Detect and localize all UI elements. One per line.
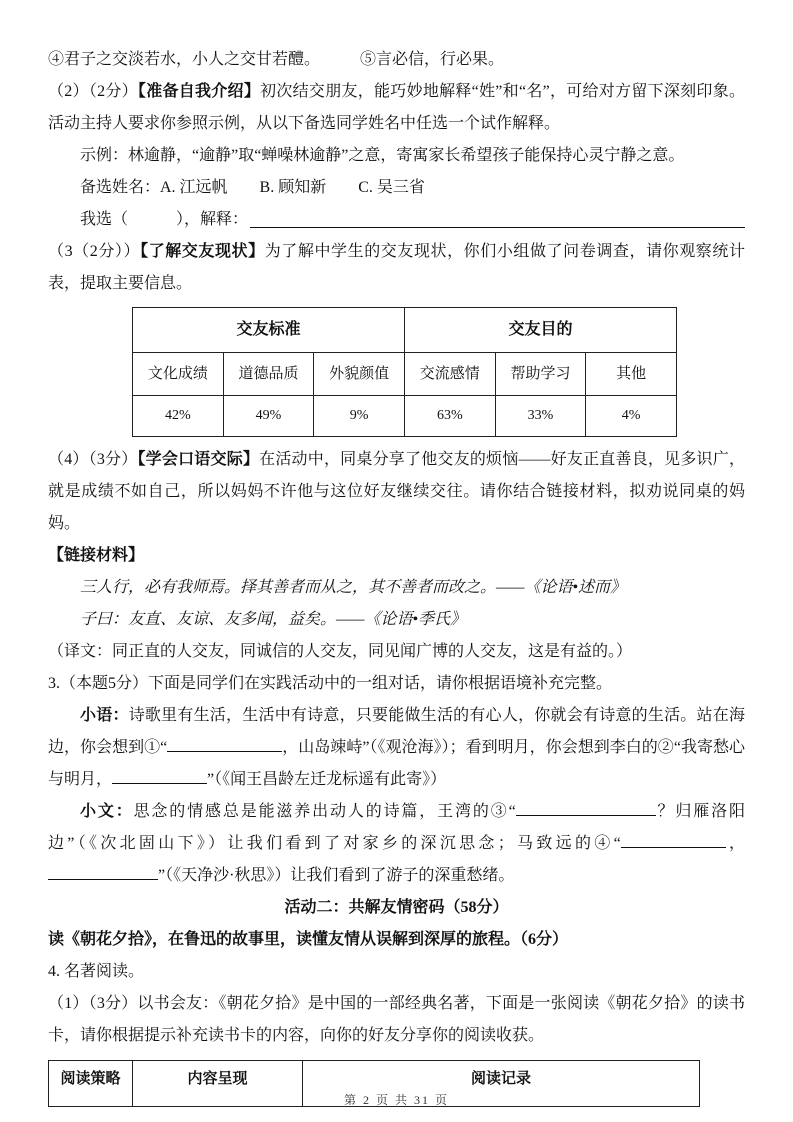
reading-card-header-strategy: 阅读策略 bbox=[49, 1061, 133, 1107]
survey-header-cell: 外貌颜值 bbox=[314, 353, 405, 396]
link-material-heading: 【链接材料】 bbox=[48, 547, 145, 564]
answer-blank-4b bbox=[48, 867, 158, 880]
speaker-label-xiaoyu: 小语： bbox=[80, 707, 129, 724]
q2-intro bbox=[48, 76, 745, 140]
speaker-label-xiaowen: 小文： bbox=[80, 803, 134, 820]
survey-header-row bbox=[133, 353, 677, 396]
survey-value-cell: 49% bbox=[223, 396, 314, 437]
q2-answer-blank bbox=[248, 204, 745, 236]
q3-section-tag: 【了解交友现状】 bbox=[140, 243, 265, 260]
link-material-translation: （译文：同正直的人交友，同诚信的人交友，同见闻广博的人交友，这是有益的。） bbox=[48, 643, 633, 660]
survey-header-cell: 交流感情 bbox=[404, 353, 495, 396]
link-material-quote-1: 三人行，必有我师焉。择其善者而从之，其不善者而改之。——《论语•述而》 bbox=[80, 579, 627, 596]
q2-number: （2）（2分） bbox=[48, 83, 138, 100]
q2-answer-prefix: 我选（ ），解释： bbox=[80, 211, 249, 228]
q5-intro: 3.（本题5分）下面是同学们在实践活动中的一组对话，请你根据语境补充完整。 bbox=[48, 675, 613, 692]
page-number-footer: 第 2 页 共 31 页 bbox=[343, 1093, 449, 1107]
survey-group-row bbox=[133, 308, 677, 353]
q4-book-heading: 4. 名著阅读。 bbox=[48, 963, 145, 980]
answer-blank-4a bbox=[621, 835, 726, 848]
q2-text: 初次结交朋友，能巧妙地解释“姓”和“名”，可给对方留下深刻印象。活动主持人要求你参照示例，从以下备选同学姓名中任选一个试作解释。 bbox=[48, 83, 745, 132]
q5-xiaowen-seg2: ？归雁洛阳边”（《次北固山下》）让我们看到了对家乡的深沉思念；马致远的④“ bbox=[48, 803, 745, 852]
q5-xiaoyu-paragraph bbox=[48, 700, 745, 796]
survey-header-cell: 帮助学习 bbox=[495, 353, 586, 396]
q5-xiaoyu-seg1: 诗歌里有生活，生活中有诗意，只要能做生活的有心人，你就会有诗意的生活。站在海边，你会想到①“ bbox=[48, 707, 745, 756]
q2-candidates: 备选姓名：A. 江远帆 B. 顾知新 C. 吴三省 bbox=[80, 179, 425, 196]
survey-group-standard: 交友标准 bbox=[133, 308, 405, 353]
reading-card-header-content: 内容呈现 bbox=[133, 1061, 303, 1107]
q5-xiaowen-seg3: ， bbox=[725, 835, 745, 852]
q5-xiaoyu-seg2: ，山岛竦峙”（《观沧海》）；看到明月，你会想到李白的②“我寄愁心与明月， bbox=[48, 739, 745, 788]
idiom-item-4: ④君子之交淡若水，小人之交甘若醴。 bbox=[48, 51, 321, 68]
survey-value-cell: 33% bbox=[495, 396, 586, 437]
q3-text: 为了解中学生的交友现状，你们小组做了问卷调查，请你观察统计表，提取主要信息。 bbox=[48, 243, 745, 292]
reading-card-header-record: 阅读记录 bbox=[303, 1061, 700, 1107]
survey-header-cell: 道德品质 bbox=[223, 353, 314, 396]
q4-intro bbox=[48, 444, 745, 540]
q5-xiaowen-seg1: 思念的情感总是能滋养出动人的诗篇，王湾的③“ bbox=[133, 803, 516, 820]
activity2-title: 活动二：共解友情密码（58分） bbox=[284, 899, 509, 916]
survey-value-cell: 4% bbox=[586, 396, 677, 437]
answer-blank-3 bbox=[516, 803, 656, 816]
idiom-line bbox=[48, 44, 745, 76]
survey-value-cell: 9% bbox=[314, 396, 405, 437]
survey-header-cell: 文化成绩 bbox=[133, 353, 224, 396]
q3-intro bbox=[48, 236, 745, 300]
q4-number: （4）（3分） bbox=[48, 451, 138, 468]
idiom-item-5: ⑤言必信，行必果。 bbox=[360, 51, 505, 68]
survey-value-row bbox=[133, 396, 677, 437]
q4-text: 在活动中，同桌分享了他交友的烦恼——好友正直善良，见多识广，就是成绩不如自己，所以妈妈不许他与这位好友继续交往。请你结合链接材料，拟劝说同桌的妈妈。 bbox=[48, 451, 745, 532]
q5-xiaowen-paragraph bbox=[48, 796, 745, 892]
q4-section-tag: 【学会口语交际】 bbox=[137, 451, 260, 468]
survey-header-cell: 其他 bbox=[586, 353, 677, 396]
link-material-quote-2: 子曰：友直、友谅、友多闻，益矣。——《论语•季氏》 bbox=[80, 611, 467, 628]
q5-xiaowen-seg4: ”（《天净沙·秋思》）让我们看到了游子的深重愁绪。 bbox=[158, 867, 515, 884]
survey-group-purpose: 交友目的 bbox=[404, 308, 676, 353]
survey-value-cell: 42% bbox=[133, 396, 224, 437]
q3-number: （3（2分）） bbox=[48, 243, 141, 260]
q4-book-sub1: （1）（3分）以书会友：《朝花夕拾》是中国的一部经典名著，下面是一张阅读《朝花夕拾》的读书卡，请你根据提示补充读书卡的内容，向你的好友分享你的阅读收获。 bbox=[48, 995, 745, 1044]
q5-xiaoyu-seg3: ”（《闻王昌龄左迁龙标遥有此寄》） bbox=[207, 771, 447, 788]
survey-value-cell: 63% bbox=[404, 396, 495, 437]
q2-answer-line bbox=[48, 204, 745, 236]
q2-example: 示例：林逾静，“逾静”取“蝉噪林逾静”之意，寄寓家长希望孩子能保持心灵宁静之意。 bbox=[80, 147, 685, 164]
survey-table bbox=[132, 307, 677, 437]
activity2-subtitle: 读《朝花夕拾》，在鲁迅的故事里，读懂友情从误解到深厚的旅程。（6分） bbox=[48, 931, 569, 948]
answer-blank-2 bbox=[112, 771, 207, 784]
q2-section-tag: 【准备自我介绍】 bbox=[137, 83, 261, 100]
answer-blank-1 bbox=[167, 739, 282, 752]
